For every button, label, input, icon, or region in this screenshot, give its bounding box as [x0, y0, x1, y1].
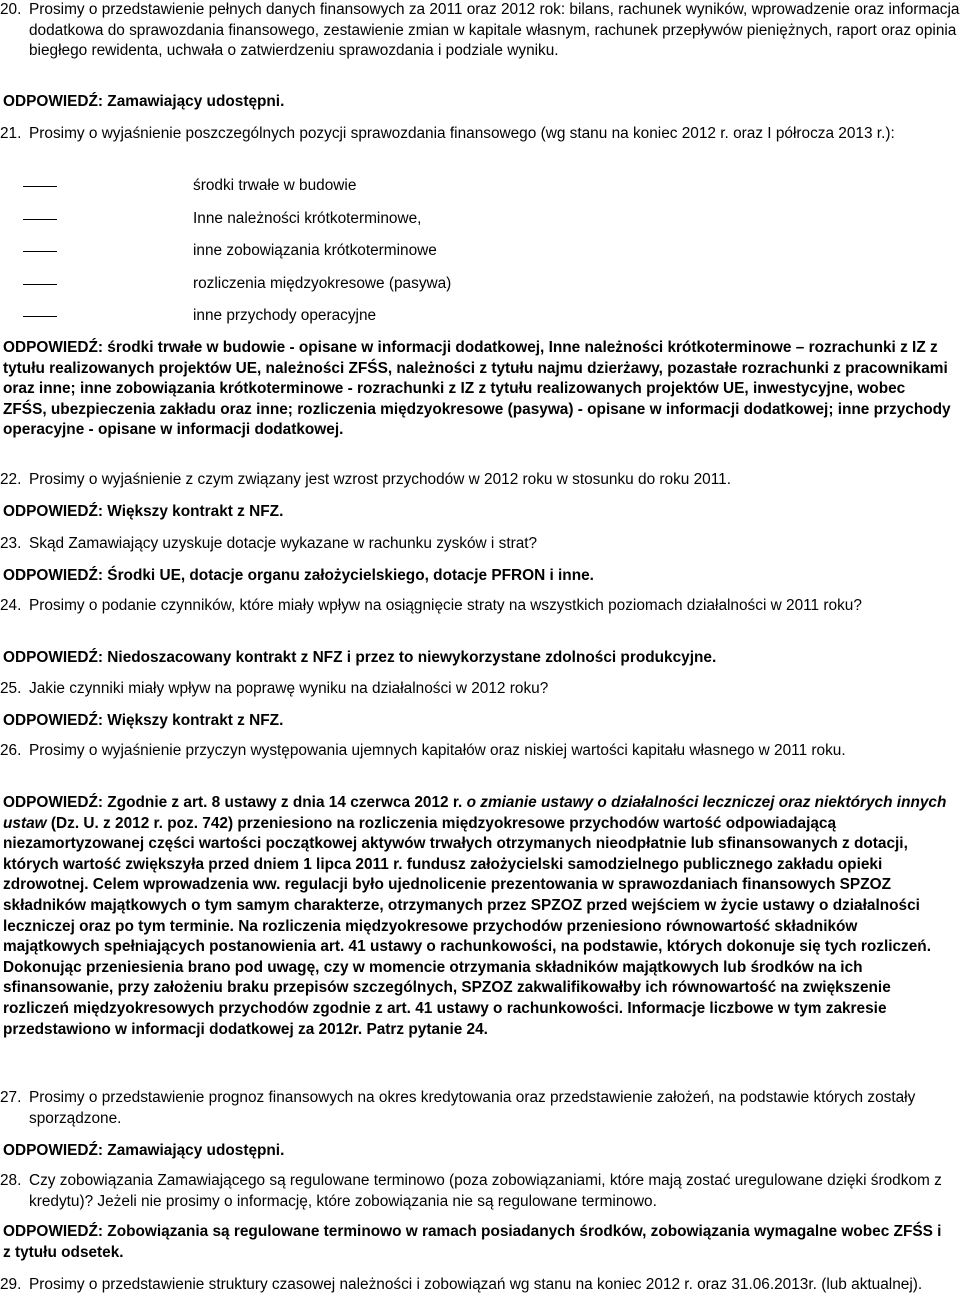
dash-bullet — [23, 186, 57, 187]
question-29 — [0, 1275, 960, 1296]
answer-24: ODPOWIEDŹ: Niedoszacowany kontrakt z NFZ i przez to niewykorzystane zdolności produkcyjne. — [3, 649, 717, 666]
question-25 — [0, 679, 960, 700]
dash-bullet — [23, 251, 57, 252]
question-24 — [0, 596, 960, 617]
answer-26 — [3, 793, 953, 1040]
answer-22: ODPOWIEDŹ: Większy kontrakt z NFZ. — [3, 503, 284, 520]
question-number: 28. — [0, 1172, 22, 1189]
list-item — [0, 241, 600, 262]
list-item-text: rozliczenia międzyokresowe (pasywa) — [193, 275, 452, 292]
question-text: Prosimy o wyjaśnienie poszczególnych pozycji sprawozdania finansowego (wg stanu na koniec 2012 r. oraz I półrocza 2013 r.): — [29, 125, 895, 142]
answer-20: ODPOWIEDŹ: Zamawiający udostępni. — [3, 93, 285, 110]
answer-text-continued: (Dz. U. z 2012 r. poz. 742) przeniesiono na rozliczenia międzyokresowe przychodów wartość odpowiadającą niezamortyzowanej części wartości początkowej aktywów trwałych otrzymanych nieodpłatnie lub sfinansowanych z dotacji, których wartość zwiększyła przed dniem 1 lipca 2011 r. fundusz założycielski samodzielnego publicznego zakładu opieki zdrowotnej. Celem wprowadzenia ww. regulacji było ujednolicenie prezentowania w sprawozdaniach finansowych SPZOZ składników majątkowych o tym samym charakterze, otrzymanych przez SPZOZ przed wejściem w życie ustawy o działalności leczniczej oraz po tym terminie. Na rozliczenia międzyokresowe przychodów przeniesiono równowartość składników majątkowych spełniających postanowienia art. 41 ustawy o rachunkowości, na podstawie, których dokonuje się tych rozliczeń. Dokonując przeniesienia brano pod uwagę, czy w momencie otrzymania składników majątkowych lub środków na ich sfinansowanie, przy założeniu braku przepisów szczególnych, SPZOZ zakwalifikowałby ich równowartość na zwiększenie rozliczeń międzyokresowych przychodów zgodnie z art. 41 ustawy o rachunkowości. Informacje liczbowe w tym zakresie przedstawiono w informacji dodatkowej za 2012r. Patrz pytanie 24. — [3, 814, 931, 1038]
answer-21: ODPOWIEDŹ: środki trwałe w budowie - opisane w informacji dodatkowej, Inne należności krótkoterminowe – rozrachunki z IZ z tytułu realizowanych projektów UE, należności ZFŚS, należności z tytułu najmu dzierżawy, pozastałe rozrachunki z pracownikami oraz inne; inne zobowiązania krótkoterminowe - rozrachunki z IZ z tytułu realizowanych projektów UE, inwestycyjne, wobec ZFŚS, ubezpieczenia zakładu oraz inne; rozliczenia międzyokresowe (pasywa) - opisane w informacji dodatkowej; inne przychody operacyjne - opisane w informacji dodatkowej. — [3, 339, 951, 439]
question-number: 22. — [0, 471, 22, 488]
dash-bullet — [23, 219, 57, 220]
law-title: o zmianie ustawy o działalności leczniczej oraz niektórych innych ustaw — [3, 794, 947, 832]
answer-25: ODPOWIEDŹ: Większy kontrakt z NFZ. — [3, 712, 284, 729]
question-text: Jakie czynniki miały wpływ na poprawę wyniku na działalności w 2012 roku? — [29, 680, 549, 697]
question-22 — [0, 470, 960, 491]
question-27 — [0, 1088, 960, 1129]
list-item — [0, 209, 600, 230]
list-item-text: inne przychody operacyjne — [193, 307, 377, 324]
question-number: 26. — [0, 742, 22, 759]
list-item — [0, 274, 600, 295]
question-number: 21. — [0, 125, 22, 142]
question-26 — [0, 741, 960, 762]
list-item-text: inne zobowiązania krótkoterminowe — [193, 242, 437, 259]
question-number: 27. — [0, 1089, 22, 1106]
question-text: Skąd Zamawiający uzyskuje dotacje wykazane w rachunku zysków i strat? — [29, 535, 538, 552]
question-number: 23. — [0, 535, 22, 552]
dash-bullet — [23, 284, 57, 285]
list-item-text: środki trwałe w budowie — [193, 177, 357, 194]
question-20 — [0, 0, 960, 62]
question-23 — [0, 534, 960, 555]
question-text: Prosimy o przedstawienie prognoz finansowych na okres kredytowania oraz przedstawienie założeń, na podstawie których zostały sporządzone. — [29, 1089, 916, 1127]
question-number: 20. — [0, 1, 22, 18]
question-number: 24. — [0, 597, 22, 614]
question-text: Prosimy o przedstawienie pełnych danych finansowych za 2011 oraz 2012 rok: bilans, rachunek wyników, wprowadzenie oraz informacja dodatkowa do sprawozdania finansowego, zestawienie zmian w kapitale własnym, rachunek przepływów pieniężnych, raport oraz opinia biegłego rewidenta, uchwała o zatwierdzeniu sprawozdania i podziale wyniku. — [29, 1, 960, 60]
list-item — [0, 306, 600, 327]
question-number: 25. — [0, 680, 22, 697]
question-number: 29. — [0, 1276, 22, 1293]
answer-23: ODPOWIEDŹ: Środki UE, dotacje organu założycielskiego, dotacje PFRON i inne. — [3, 567, 594, 584]
question-text: Prosimy o przedstawienie struktury czasowej należności i zobowiązań wg stanu na koniec 2012 r. oraz 31.06.2013r. (lub aktualnej). — [29, 1276, 923, 1293]
question-28 — [0, 1171, 960, 1212]
list-item-text: Inne należności krótkoterminowe, — [193, 210, 422, 227]
answer-28: ODPOWIEDŹ: Zobowiązania są regulowane terminowo w ramach posiadanych środków, zobowiązania wymagalne wobec ZFŚS i z tytułu odsetek. — [3, 1223, 942, 1261]
question-text: Prosimy o wyjaśnienie z czym związany jest wzrost przychodów w 2012 roku w stosunku do roku 2011. — [29, 471, 731, 488]
question-text: Prosimy o wyjaśnienie przyczyn występowania ujemnych kapitałów oraz niskiej wartości kapitału własnego w 2011 roku. — [29, 742, 846, 759]
answer-27: ODPOWIEDŹ: Zamawiający udostępni. — [3, 1142, 285, 1159]
question-text: Czy zobowiązania Zamawiającego są regulowane terminowo (poza zobowiązaniami, które mają zostać uregulowane dzięki środkom z kredytu)? Jeżeli nie prosimy o informację, które zobowiązania nie są regulowane terminowo. — [29, 1172, 942, 1210]
question-21 — [0, 124, 960, 145]
list-item — [0, 176, 600, 197]
answer-text: ODPOWIEDŹ: Zgodnie z art. 8 ustawy z dnia 14 czerwca 2012 r. — [3, 794, 467, 811]
dash-bullet — [23, 316, 57, 317]
question-text: Prosimy o podanie czynników, które miały wpływ na osiągnięcie straty na wszystkich poziomach działalności w 2011 roku? — [29, 597, 862, 614]
